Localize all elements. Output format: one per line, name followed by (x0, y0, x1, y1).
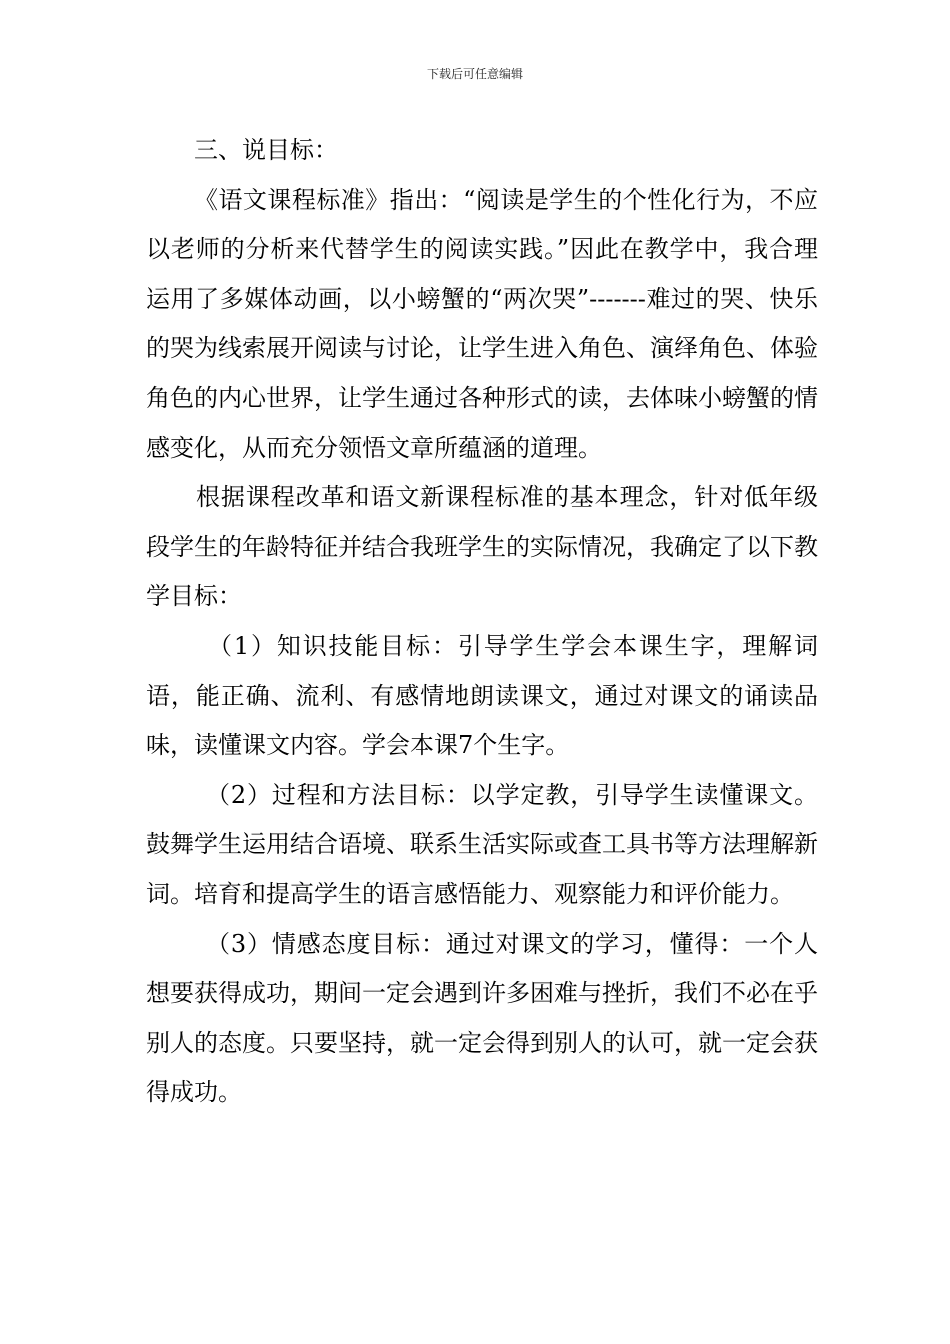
paragraph-process-method-goal: （2）过程和方法目标：以学定教，引导学生读懂课文。 鼓舞学生运用结合语境、联系生活实际或查工具书等方法理解新词。培育和提高学生的语言感悟能力、观察能力和评价能力。 (146, 780, 818, 908)
document-body (146, 126, 818, 1118)
paragraph-knowledge-goal: （1）知识技能目标：引导学生学会本课生字，理解词语，能正确、流利、有感情地朗读课文，通过对课文的诵读品味，读懂课文内容。学会本课7个生字。 (146, 631, 818, 760)
paragraph-emotion-attitude-goal: （3）情感态度目标：通过对课文的学习，懂得：一个人想要获得成功，期间一定会遇到许多困难与挫折，我们不必在乎别人的态度。只要坚持，就一定会得到别人的认可，就一定会获得成功。 (146, 929, 818, 1107)
paragraph-teaching-goals-intro: 根据课程改革和语文新课程标准的基本理念，针对低年级段学生的年龄特征并结合我班学生的实际情况，我确定了以下教学目标： (146, 483, 818, 611)
section-heading: 三、说目标： (194, 136, 338, 164)
page-header: 下载后可任意编辑 (426, 67, 523, 81)
paragraph-curriculum-standard: 《语文课程标准》指出：“阅读是学生的个性化行为，不应以老师的分析来代替学生的阅读实践。”因此在教学中，我合理运用了多媒体动画，以小螃蟹的“两次哭”-------难过的哭、快乐的哭为线索展开阅读与讨论，让学生进入角色、演绎角色、体验角色的内心世界，让学生通过各种形式的读，去体味小螃蟹的情感变化，从而充分领悟文章所蕴涵的道理。 (146, 185, 818, 462)
